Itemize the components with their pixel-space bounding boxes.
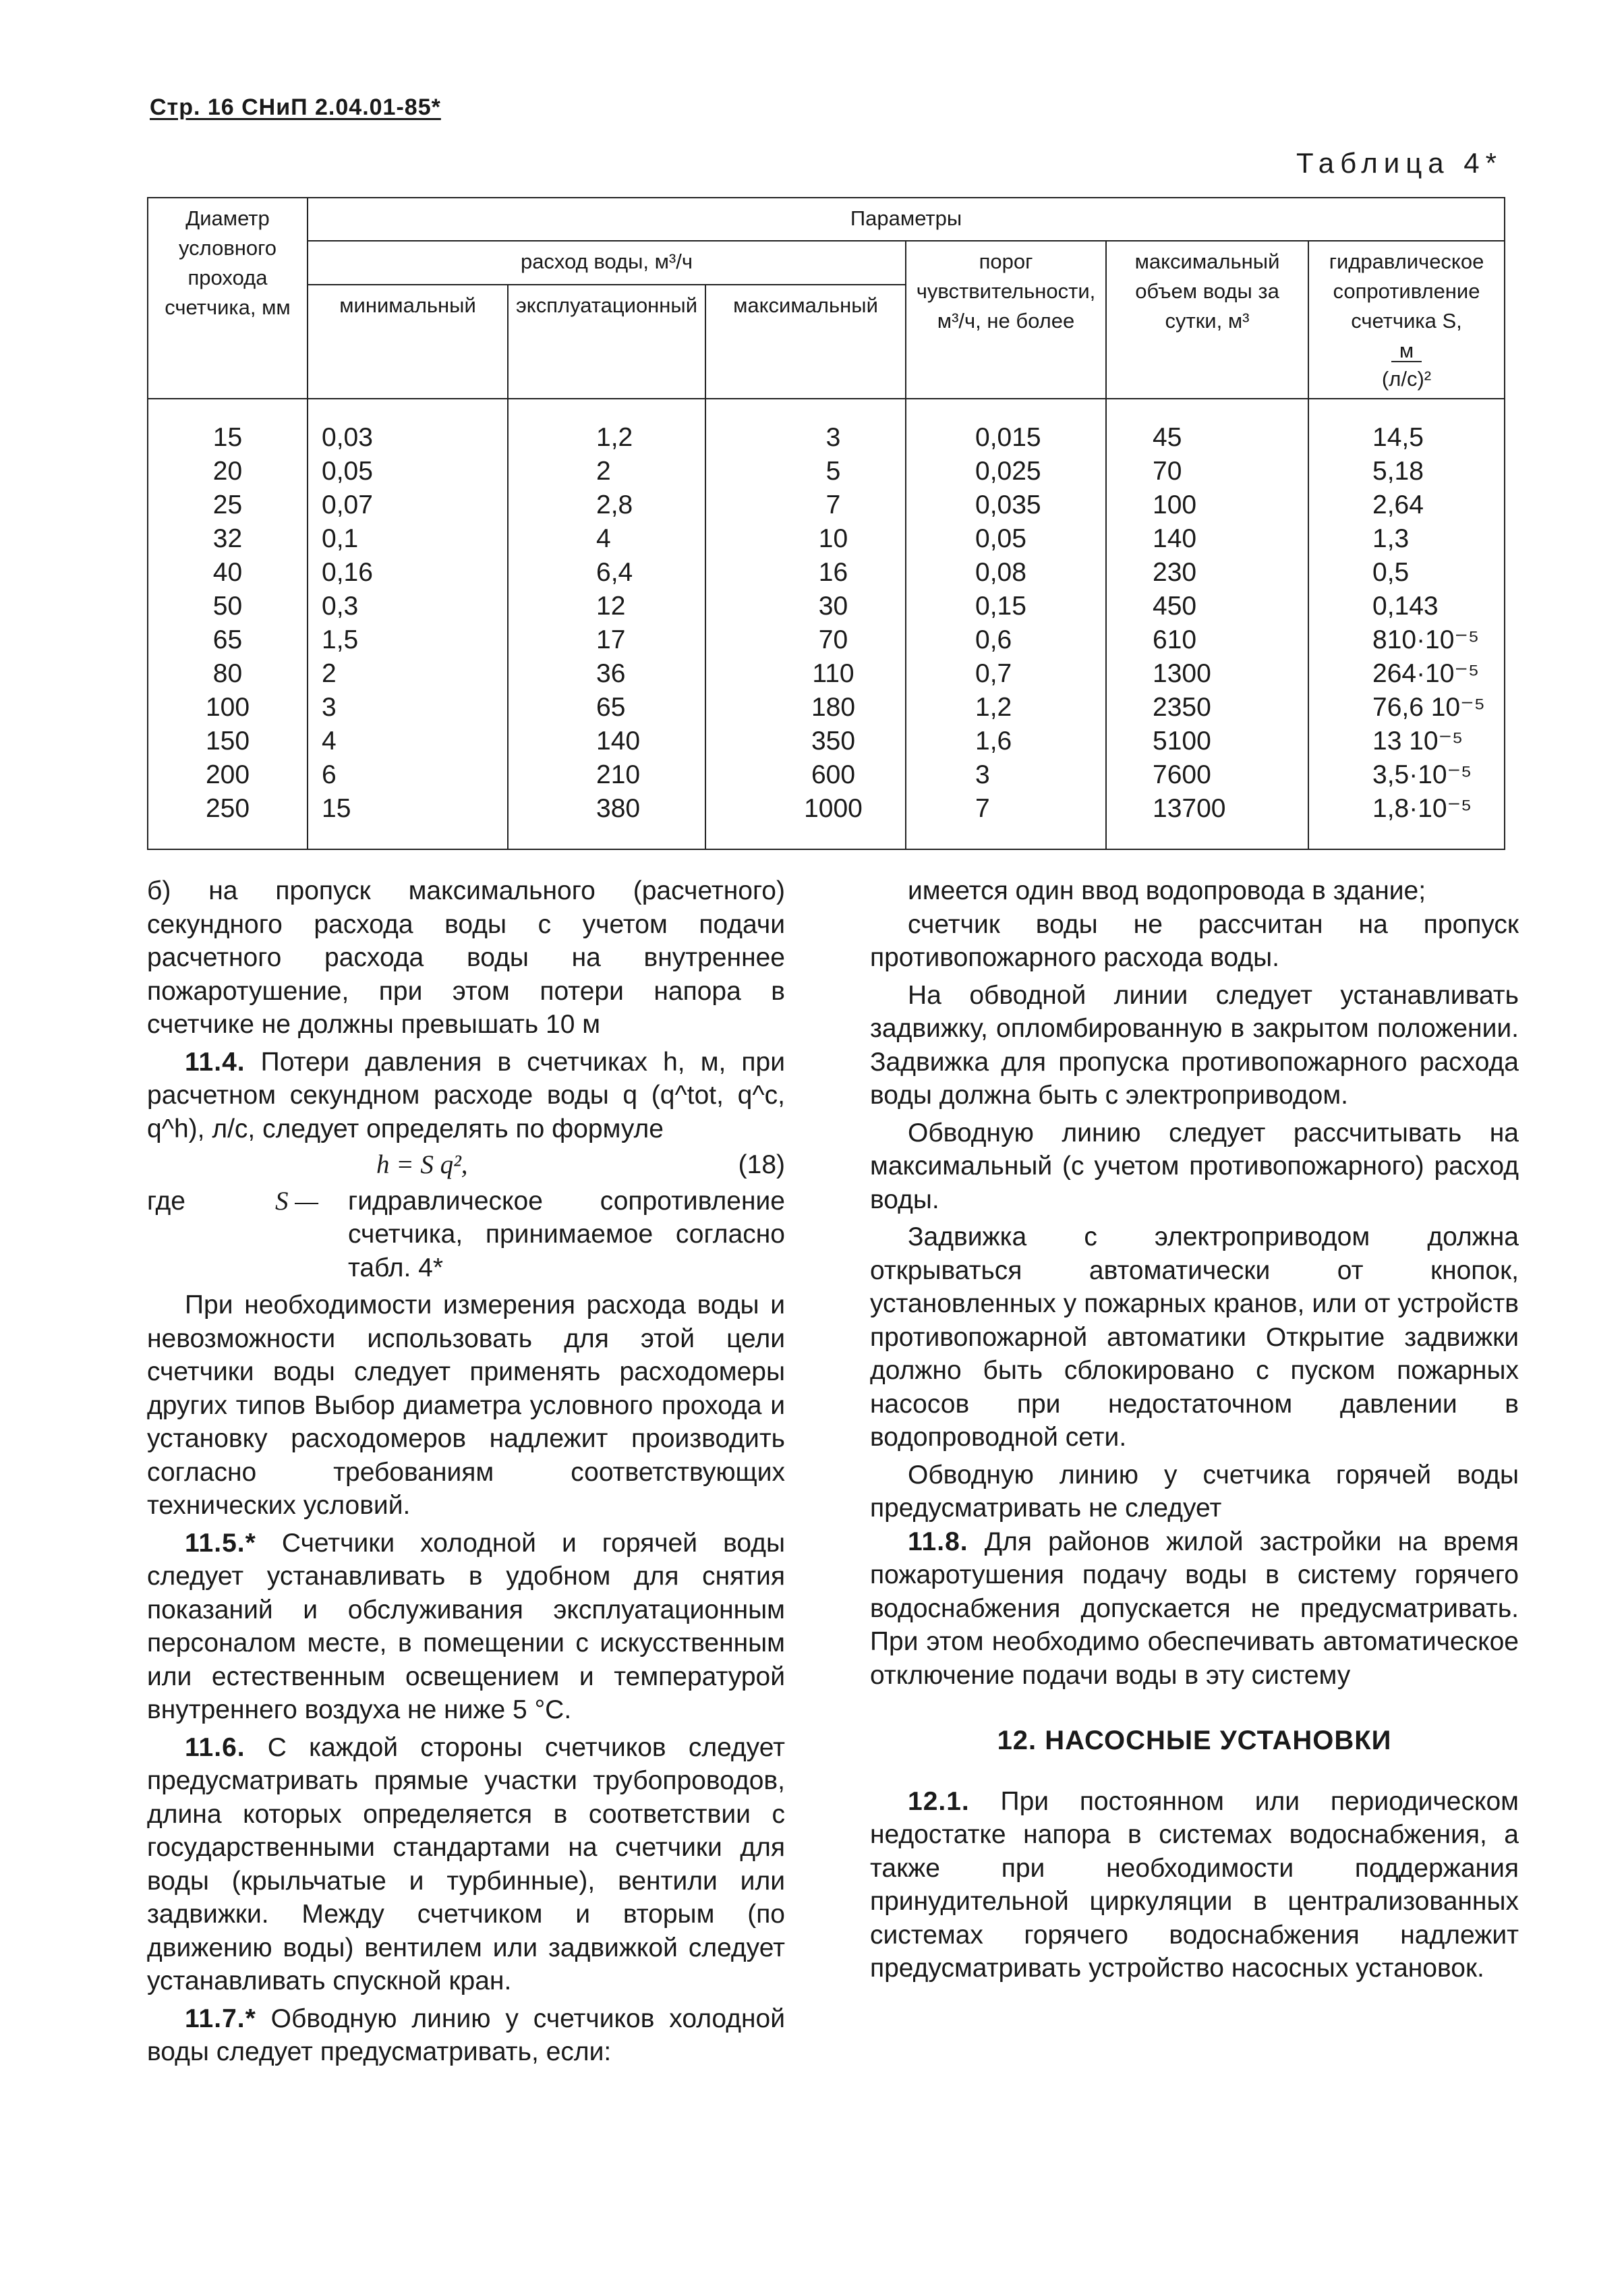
clause-number: 11.4. [185, 1047, 245, 1077]
table-cell-s: 0,143 [1372, 592, 1439, 621]
table-cell-qmin: 2 [322, 659, 337, 688]
table-cell-qmin: 6 [322, 760, 337, 789]
table-cell-qmin: 4 [322, 727, 337, 756]
table-cell-qmin: 0,03 [322, 423, 373, 452]
table-cell-qop: 1,2 [596, 423, 633, 452]
table-cell-qmax: 5 [825, 457, 841, 486]
table-cell-qop: 210 [596, 760, 641, 789]
table-cell-qop: 17 [596, 625, 626, 654]
header-diameter: Диаметр условного прохода счетчика, мм [148, 198, 308, 399]
table-cell-day: 45 [1153, 423, 1182, 452]
table-cell-s: 1,3 [1372, 524, 1410, 553]
table-cell-s: 264·10⁻⁵ [1372, 659, 1480, 688]
header-flow: расход воды, м³/ч [308, 241, 906, 285]
clause-text: Потери давления в счетчиках h, м, при расчетном секундном расходе воды q (q^tot, q^c, q^h), л/с, следует определять по формуле [147, 1047, 785, 1143]
clause-11-5 [147, 1527, 785, 1727]
table-cell-thr: 0,015 [975, 423, 1041, 452]
table-cell-day: 450 [1153, 592, 1197, 621]
table-cell-qop: 380 [596, 794, 641, 823]
paragraph-single-input: имеется один ввод водопровода в здание; [908, 876, 1426, 905]
column-daily-volume [1106, 399, 1308, 849]
table-cell-s: 1,8·10⁻⁵ [1372, 794, 1472, 823]
table-cell-qmax: 110 [812, 659, 854, 688]
table-cell-qop: 140 [596, 727, 641, 756]
clause-11-6 [147, 1731, 785, 1998]
table-title: Таблица 4* [1296, 147, 1503, 179]
clause-number: 11.7.* [185, 2004, 256, 2033]
where-definition: гидравлическое сопротивление счетчика, принимаемое согласно табл. 4* [348, 1186, 785, 1282]
clause-number: 11.8. [908, 1527, 968, 1556]
table-cell-qmax: 70 [818, 625, 848, 654]
table-cell-thr: 7 [975, 794, 990, 823]
table-cell-d: 20 [212, 457, 243, 486]
table-cell-day: 5100 [1153, 727, 1211, 756]
paragraph-hot-water-bypass: Обводную линию у счетчика горячей воды предусматривать не следует [870, 1460, 1519, 1523]
clause-11-4 [147, 1046, 785, 1146]
clause-text: Обводную линию у счетчиков холодной воды следует предусматривать, если: [147, 2004, 785, 2066]
header-resistance-numerator: м [1391, 341, 1422, 362]
section-title: 12. НАСОСНЫЕ УСТАНОВКИ [997, 1726, 1392, 1755]
table-cell-qop: 36 [596, 659, 626, 688]
table-cell-s: 13 10⁻⁵ [1372, 727, 1463, 756]
table-cell-qmin: 0,3 [322, 592, 359, 621]
table-cell-qmax: 30 [818, 592, 848, 621]
table-cell-s: 76,6 10⁻⁵ [1372, 693, 1485, 722]
table-cell-d: 200 [205, 760, 250, 789]
clause-11-8 [870, 1525, 1519, 1693]
header-resistance-denominator: (л/с)² [1381, 367, 1432, 391]
table-cell-thr: 3 [975, 760, 990, 789]
formula-number: (18) [738, 1150, 785, 1179]
column-flow-operational [508, 399, 705, 849]
table-cell-thr: 0,025 [975, 457, 1041, 486]
clause-12-1 [870, 1785, 1519, 1985]
table-cell-d: 150 [205, 727, 250, 756]
table-cell-day: 2350 [1153, 693, 1211, 722]
page-header: Стр. 16 СНиП 2.04.01-85* [150, 94, 441, 120]
table-cell-s: 5,18 [1372, 457, 1424, 486]
column-flow-min [308, 399, 508, 849]
table-cell-qop: 6,4 [596, 558, 633, 587]
clause-text: С каждой стороны счетчиков следует предусматривать прямые участки трубопроводов, длина которых определяется в соответствии с государственными стандартами на счетчики для воды (крыльчатые и турбинные), вентили или задвижки. Между счетчиком и вторым (по движению воды) вентилем или задвижкой следует устанавливать спускной кран. [147, 1732, 785, 1995]
right-text-column [870, 874, 1519, 1985]
table-cell-qmax: 16 [818, 558, 848, 587]
header-resistance-label: гидравлическое сопротивление счетчика S, [1329, 250, 1484, 333]
table-cell-d: 100 [205, 693, 250, 722]
where-symbol: S — [275, 1186, 318, 1216]
header-flow-min: минимальный [308, 285, 508, 399]
header-flow-max: максимальный [705, 285, 906, 399]
table-cell-qop: 2 [596, 457, 611, 486]
table-cell-thr: 0,6 [975, 625, 1012, 654]
table-cell-qmin: 0,05 [322, 457, 373, 486]
header-parameters: Параметры [308, 198, 1505, 241]
paragraph-bypass-calc: Обводную линию следует рассчитывать на максимальный (с учетом противопожарного) расход воды. [870, 1118, 1519, 1214]
table-cell-qmax: 3 [825, 423, 841, 452]
clause-text: При постоянном или периодическом недостатке напора в системах водоснабжения, а также при необходимости поддержания принудительной циркуляции в централизованных системах горячего водоснабжения надлежит предусматривать устройство насосных установок. [870, 1786, 1519, 1983]
paragraph-meter-not-rated: счетчик воды не рассчитан на пропуск противопожарного расхода воды. [870, 909, 1519, 972]
header-flow-operational: эксплуатационный [508, 285, 705, 399]
table-cell-qmin: 0,1 [322, 524, 359, 553]
formula-expression: h = S q², [376, 1150, 468, 1179]
table-cell-qmin: 3 [322, 693, 337, 722]
paragraph-b: б) на пропуск максимального (расчетного) секундного расхода воды с учетом подачи расчетного расхода воды на внутреннее пожаротушение, при этом потери напора в счетчике не должны превышать 10 м [147, 876, 785, 1039]
table-cell-qop: 65 [596, 693, 626, 722]
header-daily-volume: максимальный объем воды за сутки, м³ [1106, 241, 1308, 399]
table-cell-qop: 4 [596, 524, 611, 553]
table-cell-qop: 12 [596, 592, 626, 621]
clause-11-7 [147, 2002, 785, 2069]
column-threshold [906, 399, 1106, 849]
column-diameter [148, 399, 308, 849]
table-cell-d: 25 [212, 490, 243, 519]
table-cell-qmax: 1000 [804, 794, 863, 823]
table-cell-d: 50 [212, 592, 243, 621]
header-threshold: порог чувствительности, м³/ч, не более [906, 241, 1106, 399]
meter-parameters-table [147, 197, 1505, 850]
table-cell-d: 40 [212, 558, 243, 587]
table-cell-s: 14,5 [1372, 423, 1424, 452]
table-cell-d: 250 [205, 794, 250, 823]
table-cell-thr: 0,035 [975, 490, 1041, 519]
paragraph-flowmeters: При необходимости измерения расхода воды и невозможности использовать для этой цели счетчики воды следует применять расходомеры других типов Выбор диаметра условного прохода и установку расходомеров надлежит производить согласно требованиям соответствующих технических условий. [147, 1291, 785, 1520]
where-label: где [147, 1186, 185, 1216]
table-cell-thr: 0,08 [975, 558, 1026, 587]
table-cell-thr: 0,15 [975, 592, 1026, 621]
table-cell-s: 0,5 [1372, 558, 1410, 587]
table-cell-thr: 1,2 [975, 693, 1012, 722]
header-resistance [1308, 241, 1505, 399]
table-cell-s: 2,64 [1372, 490, 1424, 519]
clause-number: 12.1. [908, 1786, 970, 1816]
table-cell-qmax: 7 [825, 490, 841, 519]
table-cell-d: 65 [212, 625, 243, 654]
table-cell-qmax: 10 [818, 524, 848, 553]
table-cell-qmin: 1,5 [322, 625, 359, 654]
table-cell-day: 7600 [1153, 760, 1211, 789]
clause-text: Для районов жилой застройки на время пожаротушения подачу воды в систему горячего водоснабжения допускается не предусматривать. При этом необходимо обеспечивать автоматическое отключение подачи воды в эту систему [870, 1527, 1519, 1690]
table-cell-day: 100 [1153, 490, 1197, 519]
table-cell-day: 70 [1153, 457, 1182, 486]
table-cell-qmin: 0,16 [322, 558, 373, 587]
table-cell-day: 610 [1153, 625, 1197, 654]
table-cell-qop: 2,8 [596, 490, 633, 519]
table-cell-d: 32 [212, 524, 243, 553]
table-cell-day: 13700 [1153, 794, 1226, 823]
table-cell-s: 3,5·10⁻⁵ [1372, 760, 1472, 789]
table-cell-qmax: 180 [811, 693, 856, 722]
table-cell-qmax: 600 [811, 760, 856, 789]
clause-number: 11.5.* [185, 1528, 256, 1558]
table-cell-s: 810·10⁻⁵ [1372, 625, 1480, 654]
table-cell-qmin: 0,07 [322, 490, 373, 519]
paragraph-bypass-valve: На обводной линии следует устанавливать задвижку, опломбированную в закрытом положении. Задвижка для пропуска противопожарного расхода воды должна быть с электроприводом. [870, 980, 1519, 1110]
table-cell-qmax: 350 [811, 727, 856, 756]
table-cell-thr: 0,05 [975, 524, 1026, 553]
clause-number: 11.6. [185, 1732, 245, 1762]
table-cell-d: 80 [212, 659, 243, 688]
table-cell-thr: 0,7 [975, 659, 1012, 688]
left-text-column [147, 874, 785, 2069]
column-flow-max [705, 399, 906, 849]
formula-legend [147, 1185, 785, 1285]
table-cell-d: 15 [212, 423, 243, 452]
paragraph-electric-valve: Задвижка с электроприводом должна открываться автоматически от кнопок, установленных у пожарных кранов, или от устройств противопожарной автоматики Открытие задвижки должно быть сблокировано с пуском пожарных насосов при недостаточном давлении в водопроводной сети. [870, 1222, 1519, 1452]
table-cell-qmin: 15 [322, 794, 351, 823]
table-cell-thr: 1,6 [975, 727, 1012, 756]
table-cell-day: 1300 [1153, 659, 1211, 688]
table-cell-day: 230 [1153, 558, 1197, 587]
formula-18 [147, 1148, 785, 1182]
column-resistance [1308, 399, 1505, 849]
clause-text: Счетчики холодной и горячей воды следует устанавливать в удобном для снятия показаний и обслуживания эксплуатационным персоналом месте, в помещении с искусственным или естественным освещением и температурой внутреннего воздуха не ниже 5 °С. [147, 1528, 785, 1724]
table-cell-day: 140 [1153, 524, 1197, 553]
